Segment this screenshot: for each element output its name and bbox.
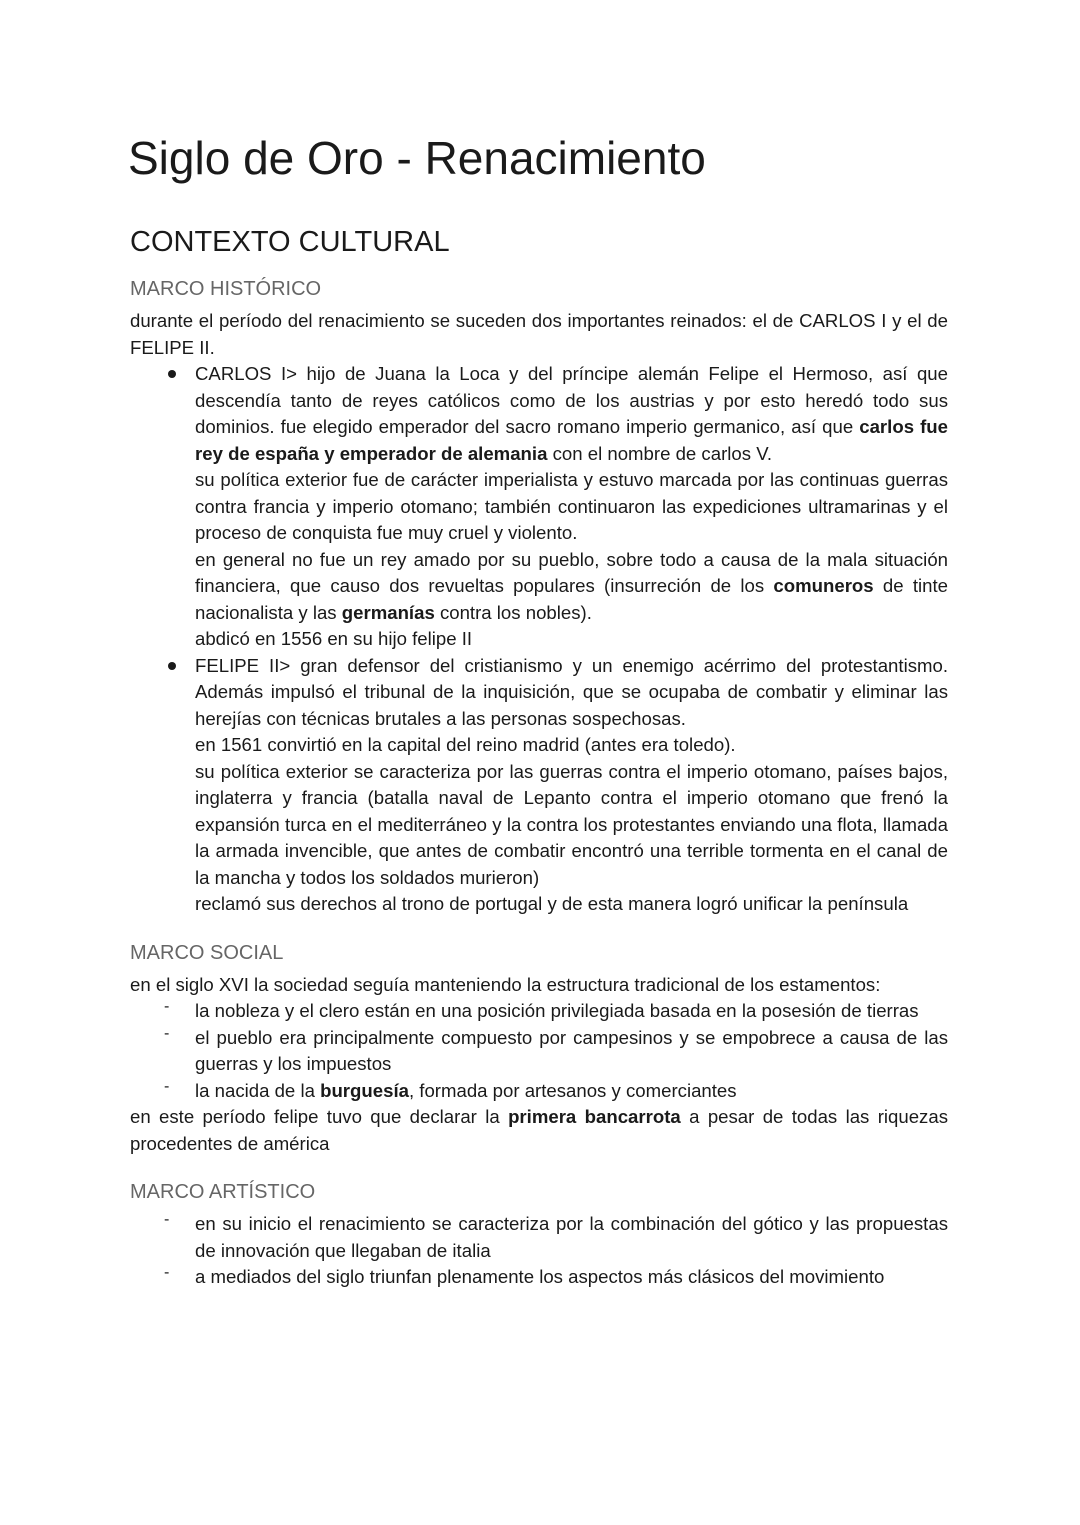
social-outro: en este período felipe tuvo que declarar la primera bancarrota a pesar de todas las riquezas procedentes de américa: [130, 1106, 948, 1154]
carlos-paragraph-4: abdicó en 1556 en su hijo felipe II: [195, 628, 473, 649]
carlos-bold-emphasis: carlos fue rey de españa y emperador de alemania: [195, 416, 948, 464]
dash-marker: -: [164, 1264, 170, 1281]
felipe-paragraph-2: en 1561 convirtió en la capital del reino madrid (antes era toledo).: [195, 734, 736, 755]
burguesia-bold: burguesía: [320, 1079, 409, 1101]
document-page: [130, 128, 948, 1313]
list-item: - el pueblo era principalmente compuesto por campesinos y se empobrece a causa de las guerras y los impuestos: [164, 1024, 948, 1074]
marco-historico-heading: MARCO HISTÓRICO: [130, 278, 322, 300]
social-intro: en el siglo XVI la sociedad seguía manteniendo la estructura tradicional de los estamentos:: [130, 973, 881, 995]
list-item: - la nobleza y el clero están en una posición privilegiada basada en la posesión de tierras: [164, 998, 919, 1021]
germanias-bold: germanías: [341, 601, 435, 623]
dash-marker: -: [164, 1077, 170, 1095]
bullet-dot: [168, 662, 176, 670]
artistico-dash-list: [130, 1211, 948, 1291]
dash-marker: -: [164, 1211, 170, 1228]
document-title: Siglo de Oro - Renacimiento: [128, 132, 706, 184]
felipe-paragraph-4: reclamó sus derechos al trono de portugal y de esta manera logró unificar la península: [195, 893, 909, 914]
carlos-paragraph-2: su política exterior fue de carácter imperialista y estuvo marcada por las continuas guerras contra francia y imperio otomano; también continuaron las expediciones ultramarinas y el proceso de conquista fue muy cruel y violento.: [195, 469, 948, 543]
marco-social-heading: MARCO SOCIAL: [130, 941, 284, 964]
marco-artistico-heading: MARCO ARTÍSTICO: [130, 1181, 316, 1203]
carlos-bullet: [130, 361, 948, 653]
felipe-bullet: [130, 653, 948, 918]
carlos-paragraph-3: en general no fue un rey amado por su pueblo, sobre todo a causa de la mala situación financiera, que causo dos revueltas populares (insurreción de los comuneros de tinte nacionalista y las germanías contra los nobles).: [195, 548, 948, 623]
historico-bullet-list: [130, 361, 948, 918]
marco-historico-section: [130, 276, 948, 918]
felipe-paragraph-3: su política exterior se caracteriza por las guerras contra el imperio otomano, países bajos, inglaterra y francia (batalla naval de Lepanto contra el imperio otomano que frenó la expansión turca en el mediterráneo y la contra los protestantes enviando una flota, llamada la armada invencible, que antes de combatir encontró una terrible tormenta en el canal de la mancha y todos los soldados murieron): [195, 760, 948, 888]
carlos-paragraph-1: CARLOS I> hijo de Juana la Loca y del príncipe alemán Felipe el Hermoso, así que descendía tanto de reyes católicos como de los austrias y por esto heredó todo sus dominios. fue elegido emperador del sacro romano imperio germanico, así que carlos fue rey de españa y emperador de alemania con el nombre de carlos V.: [195, 363, 948, 464]
marco-artistico-section: [130, 1179, 948, 1291]
social-dash-list: [130, 998, 948, 1104]
list-item: - en su inicio el renacimiento se caracteriza por la combinación del gótico y las propuestas de innovación que llegaban de italia: [164, 1211, 948, 1261]
bancarrota-bold: primera bancarrota: [508, 1106, 681, 1127]
list-item: - la nacida de la burguesía, formada por artesanos y comerciantes: [164, 1077, 737, 1101]
comuneros-bold: comuneros: [773, 575, 874, 596]
section-heading-contexto: CONTEXTO CULTURAL: [130, 226, 450, 258]
felipe-paragraph-1: FELIPE II> gran defensor del cristianismo y un enemigo acérrimo del protestantismo. Además impulsó el tribunal de la inquisición, que se ocupaba de combatir y eliminar las herejías con técnicas brutales a las personas sospechosas.: [195, 654, 948, 729]
historico-intro: durante el período del renacimiento se suceden dos importantes reinados: el de CARLOS I y el de FELIPE II.: [130, 310, 948, 358]
list-item: - a mediados del siglo triunfan plenamente los aspectos más clásicos del movimiento: [164, 1264, 885, 1287]
dash-marker: -: [164, 1024, 170, 1042]
bullet-dot: [168, 370, 176, 378]
marco-social-section: [130, 940, 948, 1158]
dash-marker: -: [164, 998, 170, 1015]
